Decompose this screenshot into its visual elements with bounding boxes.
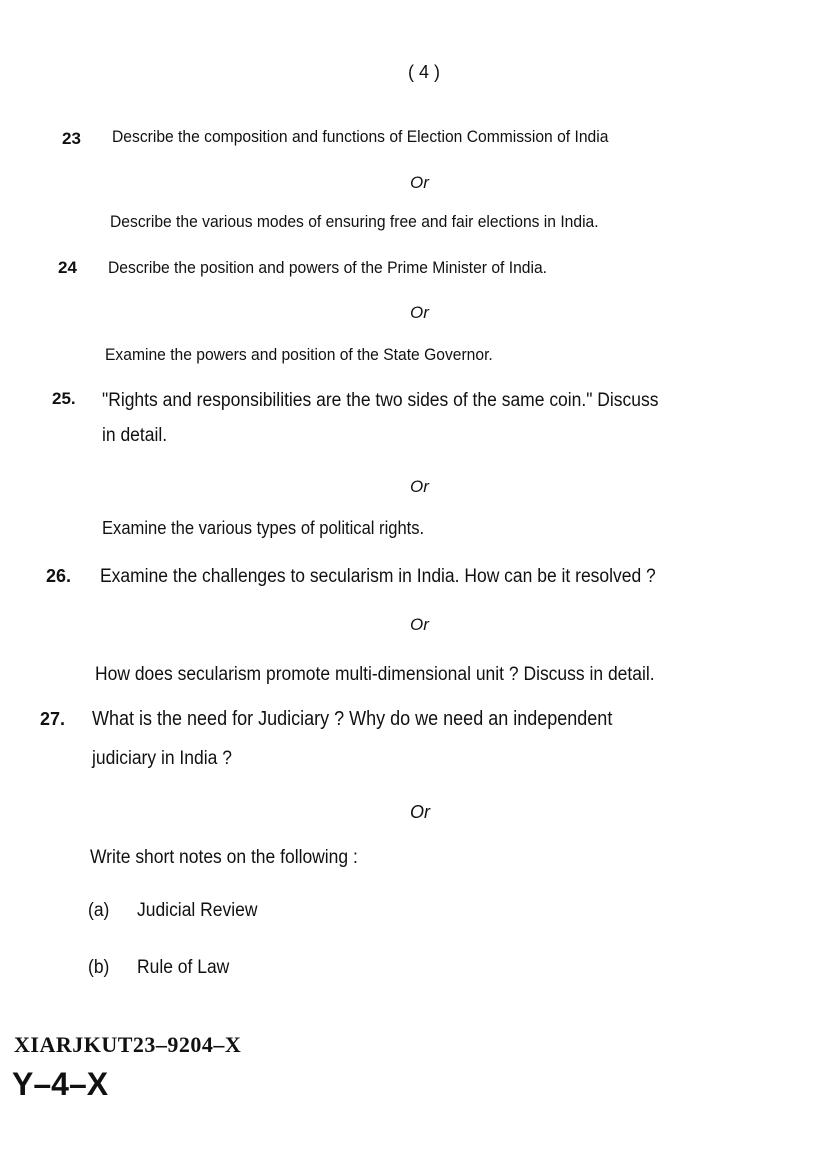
or-label: Or <box>410 173 429 192</box>
question-text-line-1: What is the need for Judiciary ? Why do we need an independent <box>92 708 613 730</box>
or-label: Or <box>410 615 429 634</box>
question-number: 23 <box>62 129 81 148</box>
question-text-line-2: judiciary in India ? <box>92 748 232 769</box>
question-number: 24 <box>58 258 77 277</box>
alternative-question-text: Write short notes on the following : <box>90 847 358 868</box>
alternative-question-text: Examine the powers and position of the State Governor. <box>105 345 493 364</box>
or-label: Or <box>410 477 429 496</box>
question-number: 26. <box>46 566 72 586</box>
or-label: Or <box>410 802 430 822</box>
question-number: 27. <box>40 709 66 729</box>
short-note-label-b: (b) <box>88 957 110 978</box>
question-text: Describe the position and powers of the Prime Minister of India. <box>108 258 548 277</box>
alternative-question-text: How does secularism promote multi-dimensional unit ? Discuss in detail. <box>95 664 655 685</box>
series-code: Y–4–X <box>12 1066 109 1102</box>
paper-code: XIARJKUT23–9204–X <box>14 1032 242 1057</box>
or-label: Or <box>410 303 429 322</box>
question-text: Examine the challenges to secularism in India. How can be it resolved ? <box>100 566 656 587</box>
question-text: Describe the composition and functions of Election Commission of India <box>112 127 609 146</box>
page-number: ( 4 ) <box>408 62 441 82</box>
question-text-line-1: "Rights and responsibilities are the two sides of the same coin." Discuss <box>102 390 659 411</box>
short-note-a: Judicial Review <box>137 900 258 921</box>
alternative-question-text: Examine the various types of political rights. <box>102 518 425 538</box>
short-note-label-a: (a) <box>88 900 110 921</box>
alternative-question-text: Describe the various modes of ensuring free and fair elections in India. <box>110 212 599 231</box>
short-note-b: Rule of Law <box>137 957 230 978</box>
question-number: 25. <box>52 389 76 408</box>
question-text-line-2: in detail. <box>102 425 168 446</box>
